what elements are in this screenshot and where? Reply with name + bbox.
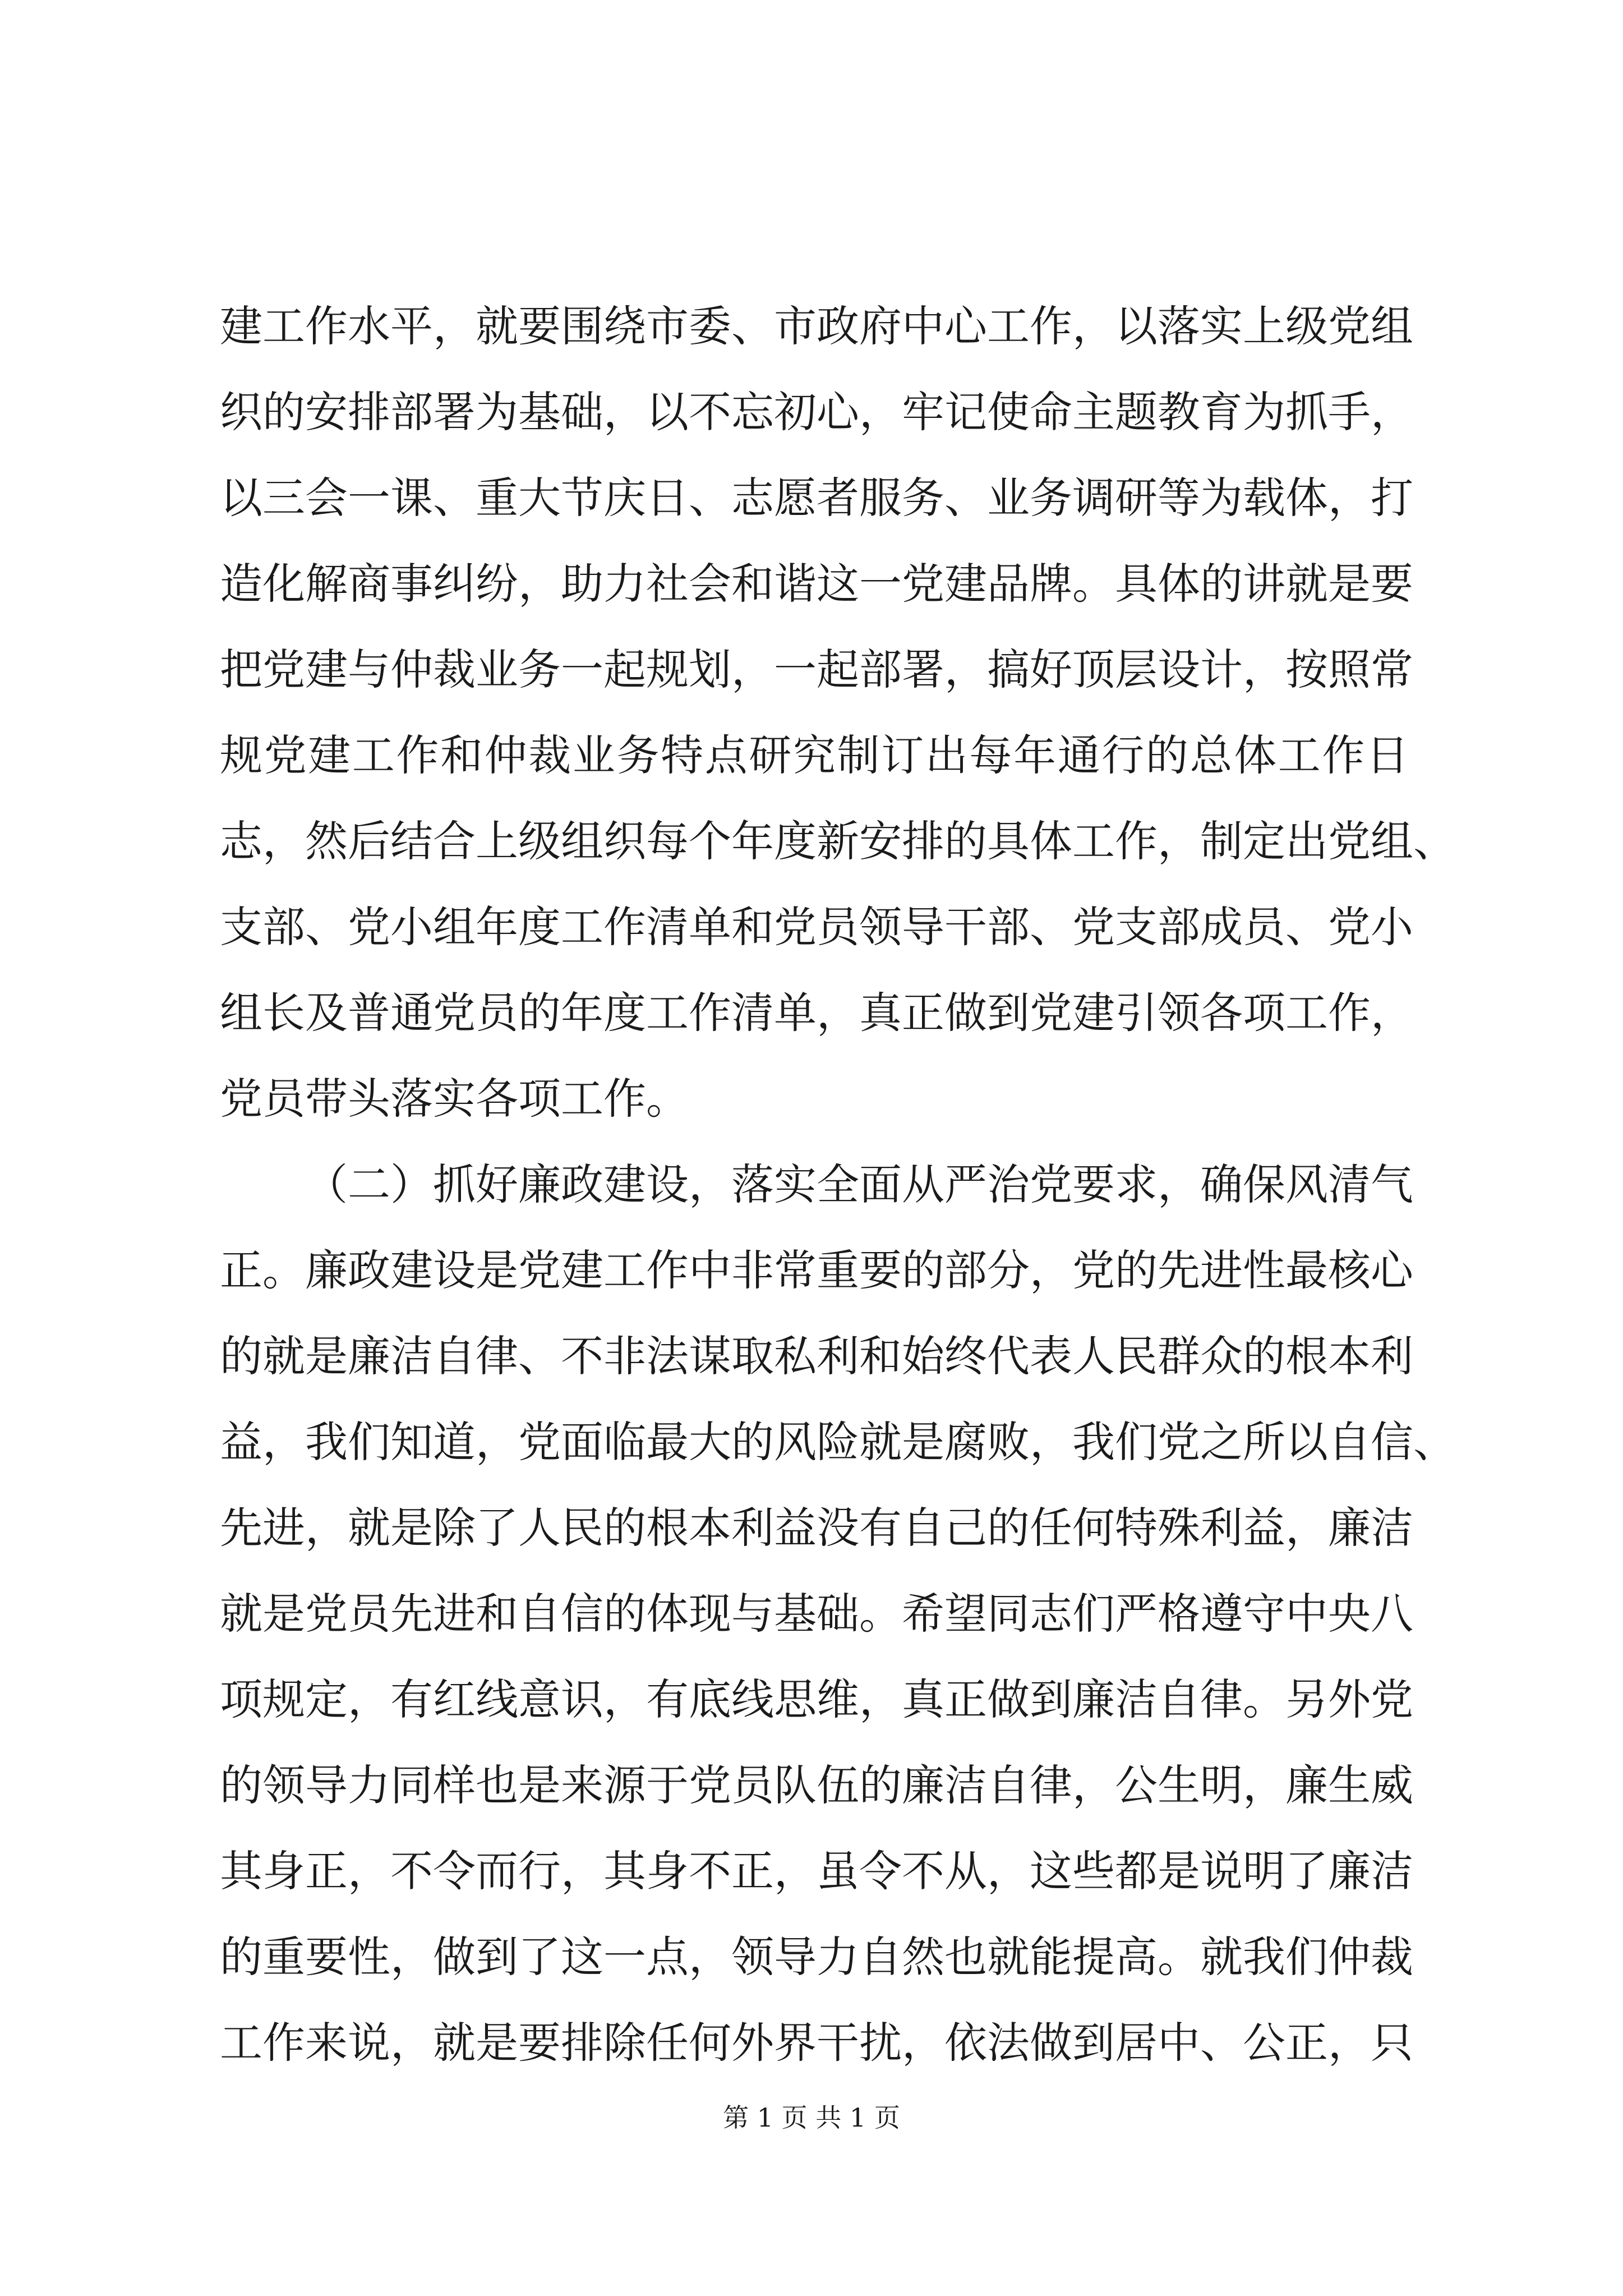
- text-line: 先进，就是除了人民的根本利益没有自己的任何特殊利益，廉洁: [220, 1503, 1413, 1553]
- text-line: 志，然后结合上级组织每个年度新安排的具体工作，制定出党组、: [220, 816, 1456, 866]
- section-heading-line: （二）抓好廉政建设，落实全面从严治党要求，确保风清气: [305, 1159, 1413, 1209]
- text-line: 项规定，有红线意识，有底线思维，真正做到廉洁自律。另外党: [220, 1674, 1413, 1724]
- text-line: 的就是廉洁自律、不非法谋取私利和始终代表人民群众的根本利: [220, 1331, 1413, 1381]
- document-body: [220, 283, 1456, 2086]
- text-line: 建工作水平，就要围绕市委、市政府中心工作，以落实上级党组: [220, 301, 1413, 351]
- text-line: 其身正，不令而行，其身不正，虽令不从，这些都是说明了廉洁: [220, 1846, 1413, 1896]
- text-line: 以三会一课、重大节庆日、志愿者服务、业务调研等为载体，打: [220, 473, 1413, 523]
- text-line: 益，我们知道，党面临最大的风险就是腐败，我们党之所以自信、: [220, 1417, 1456, 1467]
- text-line: 造化解商事纠纷，助力社会和谐这一党建品牌。具体的讲就是要: [220, 559, 1413, 609]
- text-line: 正。廉政建设是党建工作中非常重要的部分，党的先进性最核心: [220, 1245, 1413, 1295]
- text-line: 就是党员先进和自信的体现与基础。希望同志们严格遵守中央八: [220, 1589, 1413, 1639]
- text-line: 织的安排部署为基础，以不忘初心，牢记使命主题教育为抓手，: [220, 387, 1413, 437]
- text-line: 的重要性，做到了这一点，领导力自然也就能提高。就我们仲裁: [220, 1932, 1413, 1982]
- text-line: 把党建与仲裁业务一起规划，一起部署，搞好顶层设计，按照常: [220, 645, 1413, 694]
- page-number-footer: 第 1 页 共 1 页: [723, 2102, 900, 2133]
- paragraph-2: [220, 1142, 1456, 2086]
- text-line: 的领导力同样也是来源于党员队伍的廉洁自律，公生明，廉生威: [220, 1760, 1413, 1810]
- text-line: 工作来说，就是要排除任何外界干扰，依法做到居中、公正，只: [220, 2018, 1413, 2068]
- text-line: 组长及普通党员的年度工作清单，真正做到党建引领各项工作，: [220, 988, 1413, 1038]
- text-line: 支部、党小组年度工作清单和党员领导干部、党支部成员、党小: [220, 902, 1413, 952]
- paragraph-1: [220, 283, 1456, 1142]
- text-line: 党员带头落实各项工作。: [220, 1074, 689, 1124]
- text-line: 规党建工作和仲裁业务特点研究制订出每年通行的总体工作日: [220, 730, 1409, 780]
